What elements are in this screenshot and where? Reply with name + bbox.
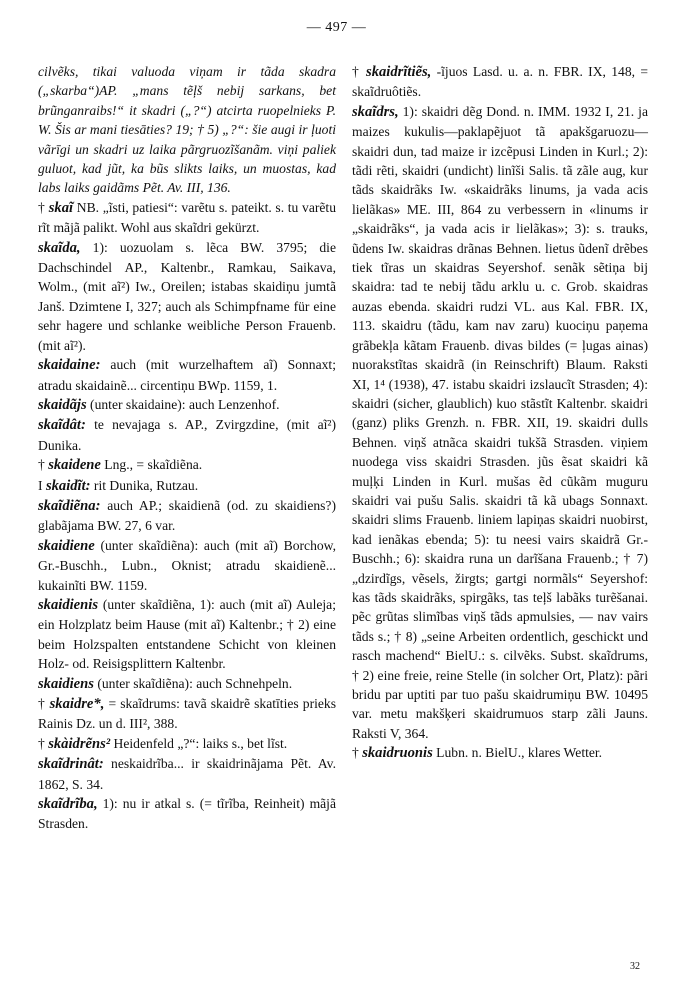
dictionary-entry	[352, 102, 648, 743]
entry-text: (unter skaidaine): auch Lenzenhof.	[86, 396, 280, 412]
entry-text: 1): nu ir atkal s. (= tĩrĩba, Reinheit) mãjã Strasden.	[38, 796, 336, 832]
entry-text: te nevajaga s. AP., Zvirgzdine, (mit aĩ²) Dunika.	[38, 417, 336, 453]
entry-marker: †	[38, 735, 49, 751]
right-column	[352, 62, 648, 764]
dictionary-entry	[38, 415, 336, 455]
entry-headword: skàidrẽns²	[48, 735, 111, 752]
entry-headword: skaidãjs	[38, 396, 87, 413]
entry-headword: skaĩdrĩba,	[38, 796, 98, 813]
dictionary-entry	[38, 595, 336, 674]
dictionary-entry	[38, 395, 336, 415]
entry-headword: skaidrĩtiẽs,	[366, 64, 432, 80]
dictionary-entry	[38, 455, 336, 475]
entry-marker: †	[38, 199, 49, 215]
entry-headword: skaidienis	[38, 596, 99, 613]
entry-headword: skaidĩt:	[45, 477, 91, 494]
entry-text: Lng., = skaĩdiẽna.	[100, 457, 203, 473]
entry-headword: skaĩdiẽna:	[38, 497, 101, 514]
entry-headword: skaidene	[48, 457, 101, 474]
entry-headword: skaĩdrs,	[352, 103, 399, 120]
entry-headword: skaidiene	[38, 537, 95, 554]
dictionary-entry	[352, 62, 648, 102]
entry-text: (unter skaĩdiẽna, 1): auch (mit aĩ) Auleja; ein Holzplatz beim Hause (mit aĩ) Kaltenbr.; † 2) eine beim Holzspalten entstandene Schicht von kleinen Holz- od. Reisigsplittern Kaltenbr.	[38, 596, 336, 672]
entry-text: = skaĩdrums: tavã skaidrẽ skatīties prieks Rainis Dz. un d. III², 388.	[38, 696, 336, 732]
dictionary-entry	[38, 754, 336, 794]
dictionary-entry	[38, 496, 336, 536]
entry-text: 1): skaidri dẽg Dond. n. IMM. 1932 I, 21. ja maizes kukulis—paklapẽjuot tã apakšgaruozu—skaidri dun, tad maize ir izcẽpusi Linden in Kurl.; 2): tãdi rẽti, skaidri (undicht) linĩši Salis. tã zãle aug, kur tãds skaidrãks Iw. «skaidrãks linums, ja vada acis lielãkas» ME. III, 864 zu verbessern in «linums ir „skaidrãks“, ja vada acis ir lielãkas»; 3): s. trauks, ũdens Iw. skaidras drãnas Behnen. lietus ũdenĩ drẽbes tiek tĩras un skaidras Seyershof. senãk sẽtiņa bij skaidra: tad te nebij tãdu arklu u. c. Grob. skaidras auzas ebenda. skaidri rudzi VL. aus Kal. FBR. IX, 113. skaidru (tãdu, kam nav zaru) kuociņu paņema grãbekļa kãtam Frauenb. divas bildes (= ļugas ainas) nuorakstĩtas skaidrã (in Reinschrift) Blaum. Raksti XI, 1⁴ (1938), 47. istabu skaidri izslaucĩt Strasden; 4): skaidri (sicher, glaublich) kuo stãstĩt Kaltenbr. skaidri (ganz) pliks Grenzh. n. FBR. XII, 19. skaidri dulls Behnen. viņš atnãca skaidri tukšã Strasden. viņiem nuodega viss skaidri Strasden. jũs ẽsat skaidri kã muļķi Linden in Kurl. mušas ẽd cũkãm muguru skaidri vai pušu Salis. skaidri tã kã ubags Sonnaxt. skaidri slims Frauenb. liniem lapiņas skaidri nuobirst, kad ienãkas ebenda; 5): tu neesi vairs skaidrã Gr.-Buschh.; 6): skaidra runa un darĩšana Frauenb.; † 7) „dzirdĩgs, vẽsels, žirgts; gartgi normãls“ Seyershof: kas tãds skaidrãks, spirgãks, tas teļš labãks turẽšanai. pẽc grũtas slimĩbas viņš tãds apmulsies, — nav vairs tãds s.; † 8) „seine Arbeiten ordentlich, geschickt und rasch machend“ BielU.: s. cilvẽks. Subst. skaĩdrums, † 2) eine freie, reine Stelle (in solcher Ort, Platz): pãri bridu par uptiti par tuo pašu skaidrumiņu BW. 10495 var. metu makšķeri skaidrumuos starp zãli Jauns. Raksti V, 364.	[352, 103, 648, 741]
dictionary-entry	[38, 674, 336, 694]
entry-text: -ĩjuos Lasd. u. a. n. FBR. IX, 148, = skaĩdruôtiẽs.	[352, 64, 648, 100]
dictionary-entry	[38, 694, 336, 734]
dictionary-entry	[38, 536, 336, 595]
dictionary-entry	[38, 476, 336, 496]
printer-signature: 32	[630, 961, 640, 972]
entry-headword: skaidre*,	[49, 696, 105, 712]
entry-text: auch AP.; skaidienã (od. zu skaidiens?) glabãjama BW. 27, 6 var.	[38, 497, 336, 534]
dictionary-entry	[38, 62, 336, 198]
entry-headword: skaidiens	[38, 675, 94, 692]
dictionary-entry	[38, 794, 336, 834]
entry-text: Lubn. n. BielU., klares Wetter.	[432, 745, 603, 761]
entry-text: NB. „ĩsti, patiesi“: varẽtu s. pateikt. s. tu varẽtu rĩt mãjã palikt. Wohl aus skaĩdri gekürzt.	[38, 199, 336, 236]
entry-marker: †	[352, 64, 367, 79]
entry-marker: I	[38, 477, 46, 493]
entry-text: 1): uozuolam s. lẽca BW. 3795; die Dachschindel AP., Kaltenbr., Ramkau, Saikava, Wolm., (mit aĩ²) Iw., Oreilen; istabas skaidiņu jumtã Janš. Dzimtene I, 327; auch als Schimpfname für eine sehr hagere und schlanke weibliche Person Frauenb. (mit aĩ²).	[38, 239, 336, 353]
dictionary-entry	[352, 743, 648, 763]
dictionary-entry	[38, 734, 336, 754]
entry-text: rit Dunika, Rutzau.	[90, 477, 199, 493]
entry-headword: skaidaine:	[38, 357, 101, 374]
entry-marker: †	[38, 457, 49, 473]
entry-marker: †	[38, 696, 50, 711]
entry-marker: †	[352, 745, 363, 761]
entry-text: Heidenfeld „?“: laiks s., bet lĩst.	[110, 735, 288, 751]
entry-headword: skaĩdrinât:	[38, 756, 104, 773]
entry-text: auch (mit wurzelhaftem aĩ) Sonnaxt; atradu skaidainẽ... circentiņu BWp. 1159, 1.	[38, 357, 336, 393]
entry-headword: skaĩ	[48, 199, 74, 216]
left-column	[38, 62, 336, 834]
entry-headword: skaĩdât:	[38, 417, 86, 434]
page-number: — 497 —	[306, 20, 367, 35]
dictionary-entry	[38, 198, 336, 238]
entry-continuation: cilvẽks, tikai valuoda viņam ir tãda skadra („skarba“)AP. „mans tẽļš nebij sarkans, bet brũnganraibs!“ it skadri („?“) atcirta ruopelnieks P. W. Šis ar mani tiesāties? 19; † 5) „?“: šie augi ir ļuoti vãrīgi un skadri uz laika pãrgruozĩšanãm. viņi paliek guluot, kad jũt, ka bũs slikts laiks, un muostas, kad labs laiks gaidãms Pẽt. Av. III, 136.	[38, 64, 336, 196]
entry-text: (unter skaĩdiẽna): auch (mit aĩ) Borchow, Gr.-Buschh., Lubn., Oknist; atradu skaidienẽ... kukainĩti BW. 1159.	[38, 537, 336, 593]
entry-headword: skaidruonis	[362, 745, 433, 762]
entry-text: (unter skaĩdiẽna): auch Schnehpeln.	[93, 675, 293, 691]
entry-text: neskaidrĩba... ir skaidrinãjama Pẽt. Av. 1862, S. 34.	[38, 756, 336, 792]
entry-headword: skaĩda,	[38, 239, 81, 256]
dictionary-entry	[38, 355, 336, 395]
dictionary-entry	[38, 238, 336, 355]
